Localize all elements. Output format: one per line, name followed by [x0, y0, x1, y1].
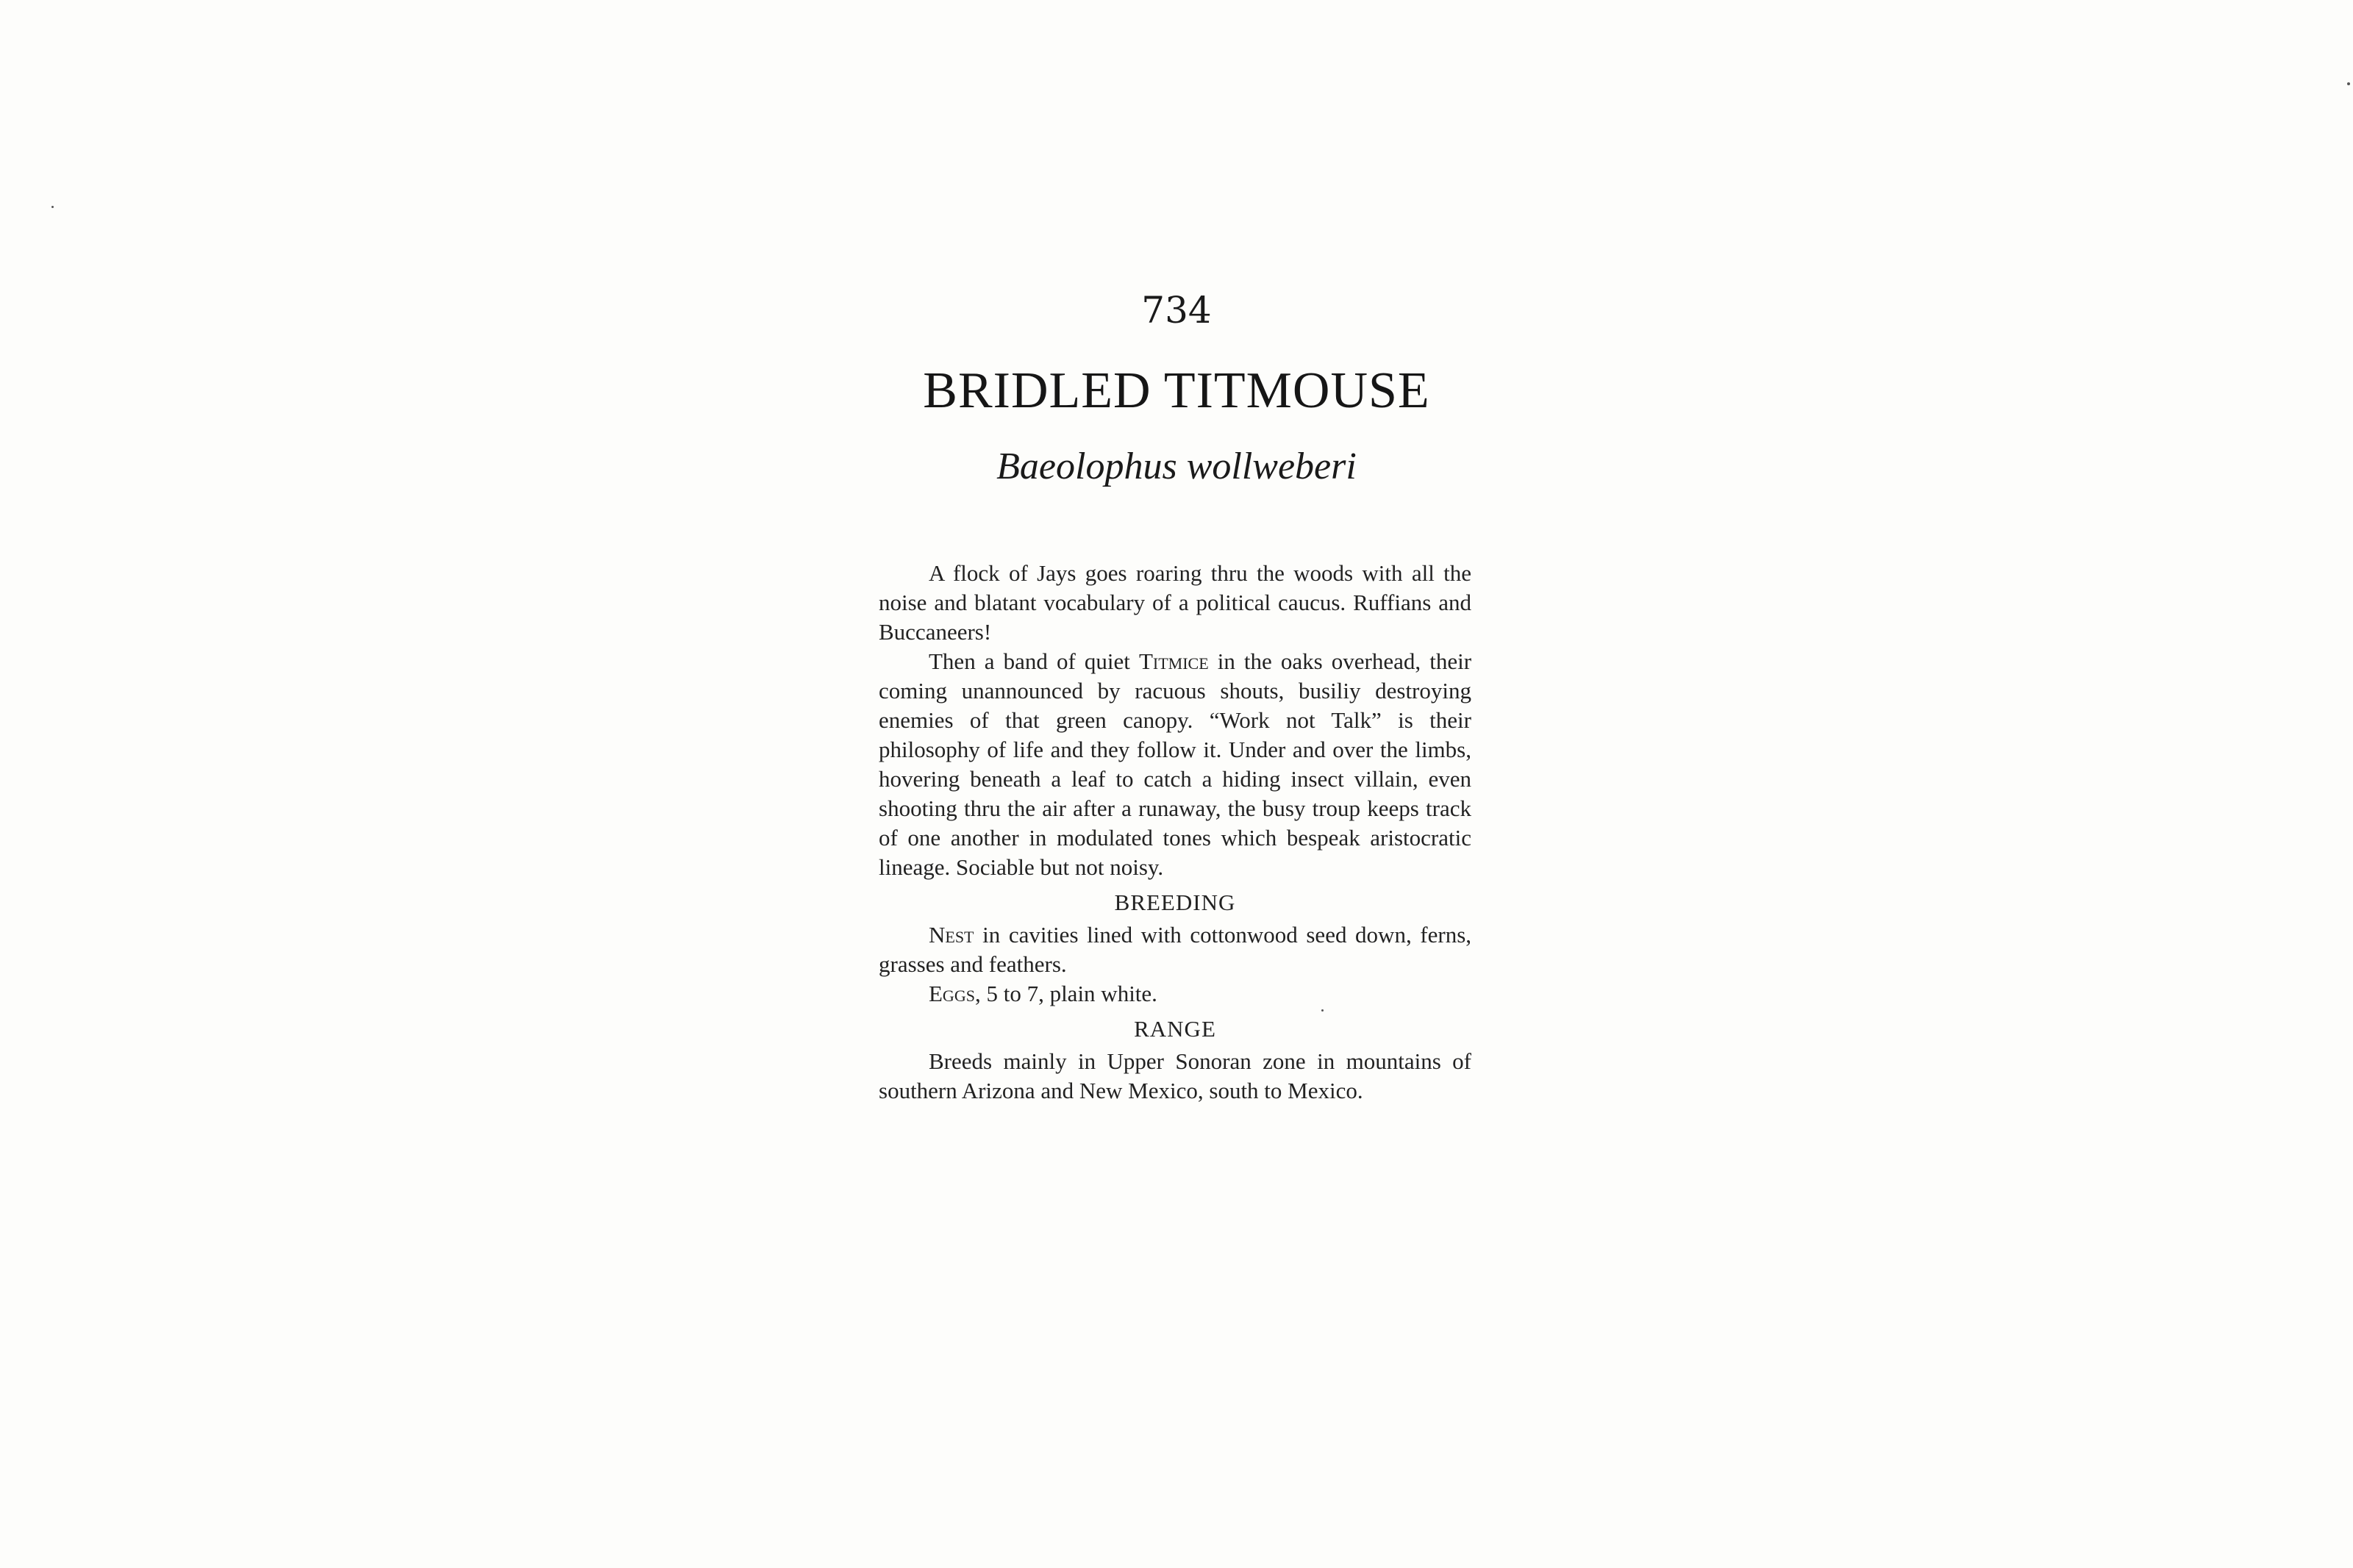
intro-paragraph-1: A flock of Jays goes roaring thru the woods with all the noise and blatant vocabulary of a political caucus. Ruffians and Buccaneers! [879, 560, 1471, 645]
paper-speck [51, 206, 54, 208]
range-paragraph: Breeds mainly in Upper Sonoran zone in mountains of southern Arizona and New Mexico, south to Mexico. [879, 1048, 1471, 1103]
paper-speck [1321, 1009, 1324, 1012]
intro-paragraph-2-rest: in the oaks overhead, their coming unannounced by racuous shouts, busiliy destroying enemies of that green canopy. “Work not Talk” is their philosophy of life and they follow it. Under and over the limbs, hovering beneath a leaf to catch a hiding insect villain, even shooting thru the air after a runaway, the busy troup keeps track of one another in modulated tones which bespeak aristocratic lineage. Sociable but not noisy. [879, 648, 1472, 880]
eggs-label: Eggs, [929, 981, 981, 1006]
body-text [879, 559, 1471, 1106]
titmice-smallcaps: Titmice [1138, 648, 1209, 674]
nest-text: in cavities lined with cottonwood seed down, ferns, grasses and feathers. [879, 922, 1472, 977]
page-number: 734 [1141, 289, 1212, 332]
page-title: BRIDLED TITMOUSE [923, 362, 1430, 419]
intro-paragraph-2-lead: Then a band of quiet [929, 648, 1130, 674]
nest-label: Nest [929, 922, 974, 948]
nest-paragraph [879, 920, 1471, 979]
eggs-text: 5 to 7, plain white. [986, 981, 1157, 1006]
range-heading: RANGE [1134, 1016, 1216, 1042]
paper-speck [2347, 82, 2350, 85]
intro-paragraph-2 [879, 647, 1471, 882]
eggs-paragraph [879, 979, 1471, 1009]
breeding-heading: BREEDING [1114, 889, 1236, 915]
scientific-name: Baeolophus wollweberi [996, 445, 1357, 487]
